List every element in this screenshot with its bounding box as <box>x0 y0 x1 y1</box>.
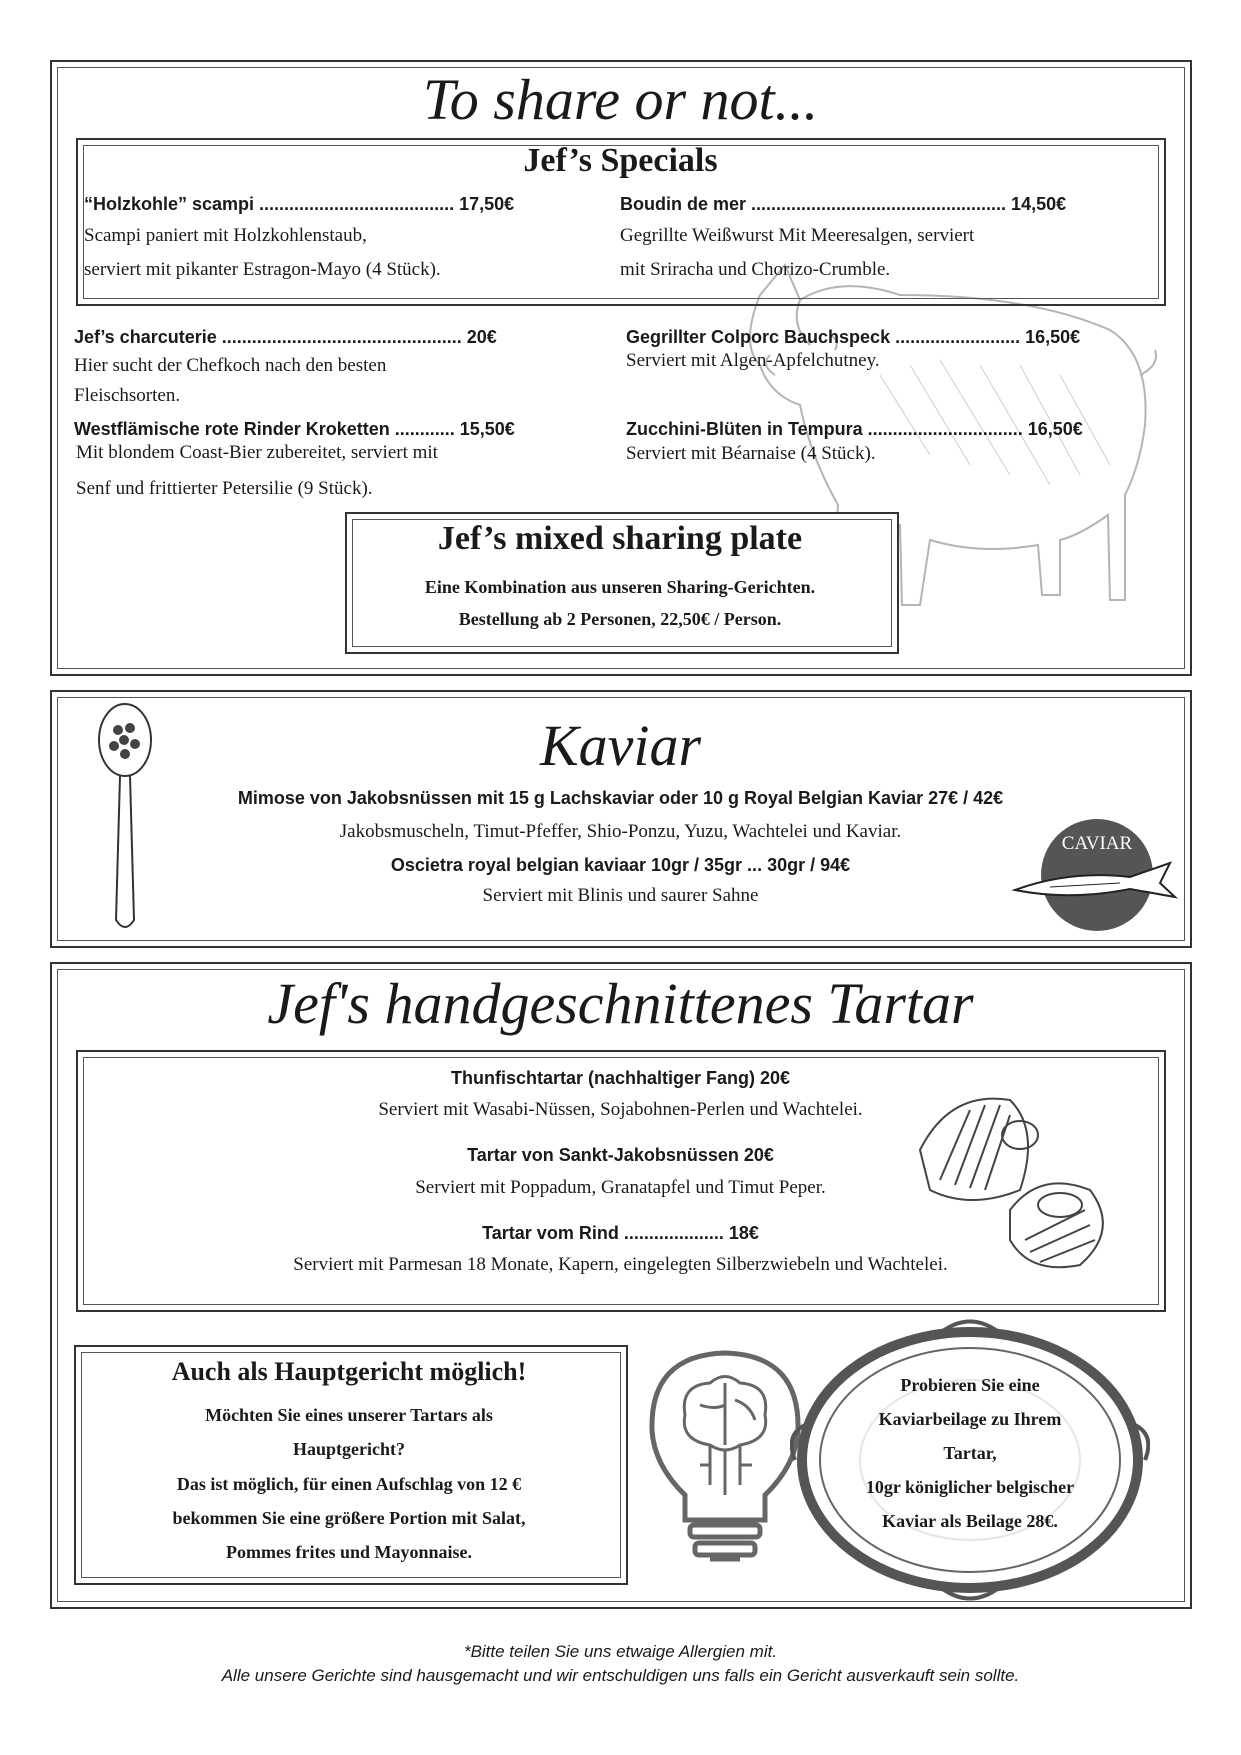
oval-line-1: Probieren Sie eine <box>900 1375 1040 1395</box>
main-course-line-5: Pommes frites und Mayonnaise. <box>226 1542 472 1562</box>
kaviar-item-2: Oscietra royal belgian kaviaar 10gr / 35gr ... 30gr / 94€ <box>390 855 851 875</box>
kaviar-title: Kaviar <box>539 713 702 778</box>
boudin-desc-1: Gegrillte Weißwurst Mit Meeresalgen, serviert <box>620 225 975 246</box>
share-title: To share or not... <box>422 67 819 132</box>
lightbulb-brain-icon <box>640 1345 810 1575</box>
mixed-plate-line-1: Eine Kombination aus unseren Sharing-Gerichten. <box>424 577 816 597</box>
boudin-name: Boudin de mer ................................................... 14,50€ <box>620 194 1067 214</box>
colporc-name: Gegrillter Colporc Bauchspeck ......................... 16,50€ <box>626 327 1081 347</box>
scampi-desc-2: serviert mit pikanter Estragon-Mayo (4 Stück). <box>84 259 441 280</box>
scampi-name: “Holzkohle” scampi ....................................... 17,50€ <box>84 194 515 214</box>
scampi-desc-1: Scampi paniert mit Holzkohlenstaub, <box>84 225 367 246</box>
oval-line-2: Kaviarbeilage zu Ihrem <box>878 1409 1062 1429</box>
specials-heading: Jef’s Specials <box>523 142 718 179</box>
colporc-desc-1: Serviert mit Algen-Apfelchutney. <box>626 350 880 371</box>
oval-line-5: Kaviar als Beilage 28€. <box>882 1511 1058 1531</box>
beef-name: Tartar vom Rind .................... 18€ <box>482 1223 759 1243</box>
footer-note: Alle unsere Gerichte sind hausgemacht und wir entschuldigen uns falls ein Gericht ausverkauft sein sollte. <box>221 1666 1020 1685</box>
caviar-badge-label: CAVIAR <box>1061 833 1133 854</box>
kroketten-desc-2: Senf und frittierter Petersilie (9 Stück). <box>76 478 373 499</box>
scallop-desc: Serviert mit Poppadum, Granatapfel und Timut Peper. <box>415 1177 826 1198</box>
tuna-desc: Serviert mit Wasabi-Nüssen, Sojabohnen-Perlen und Wachtelei. <box>378 1099 863 1120</box>
kaviar-desc-2: Serviert mit Blinis und saurer Sahne <box>482 885 759 906</box>
oval-line-3: Tartar, <box>943 1443 997 1463</box>
scallop-name: Tartar von Sankt-Jakobsnüssen 20€ <box>467 1145 774 1165</box>
zucchini-name: Zucchini-Blüten in Tempura ............................... 16,50€ <box>626 419 1083 439</box>
mixed-plate-heading: Jef’s mixed sharing plate <box>437 520 803 557</box>
boudin-desc-2: mit Sriracha und Chorizo-Crumble. <box>620 259 891 280</box>
zucchini-desc-1: Serviert mit Béarnaise (4 Stück). <box>626 443 876 464</box>
kaviar-desc-1: Jakobsmuscheln, Timut-Pfeffer, Shio-Ponzu, Yuzu, Wachtelei und Kaviar. <box>339 821 902 842</box>
kroketten-name: Westflämische rote Rinder Kroketten ............ 15,50€ <box>74 419 515 439</box>
kroketten-desc-1: Mit blondem Coast-Bier zubereitet, serviert mit <box>76 442 438 463</box>
beef-desc: Serviert mit Parmesan 18 Monate, Kapern, eingelegten Silberzwiebeln und Wachtelei. <box>293 1254 948 1275</box>
tuna-name: Thunfischtartar (nachhaltiger Fang) 20€ <box>450 1068 791 1088</box>
footer-allergy: *Bitte teilen Sie uns etwaige Allergien mit. <box>463 1642 778 1661</box>
charcuterie-name: Jef’s charcuterie ................................................ 20€ <box>74 327 497 347</box>
charcuterie-desc-2: Fleischsorten. <box>74 385 181 406</box>
main-course-line-3: Das ist möglich, für einen Aufschlag von 12 € <box>176 1474 522 1494</box>
main-course-line-2: Hauptgericht? <box>293 1439 405 1459</box>
kaviar-item-1: Mimose von Jakobsnüssen mit 15 g Lachskaviar oder 10 g Royal Belgian Kaviar 27€ / 42€ <box>237 788 1004 808</box>
main-course-line-1: Möchten Sie eines unserer Tartars als <box>205 1405 493 1425</box>
charcuterie-desc-1: Hier sucht der Chefkoch nach den besten <box>74 355 387 376</box>
oval-line-4: 10gr königlicher belgischer <box>865 1477 1075 1497</box>
mixed-plate-line-2: Bestellung ab 2 Personen, 22,50€ / Person. <box>458 609 782 629</box>
tartar-title: Jef's handgeschnittenes Tartar <box>267 971 974 1036</box>
main-course-line-4: bekommen Sie eine größere Portion mit Salat, <box>172 1508 526 1528</box>
main-course-heading: Auch als Hauptgericht möglich! <box>171 1357 527 1386</box>
